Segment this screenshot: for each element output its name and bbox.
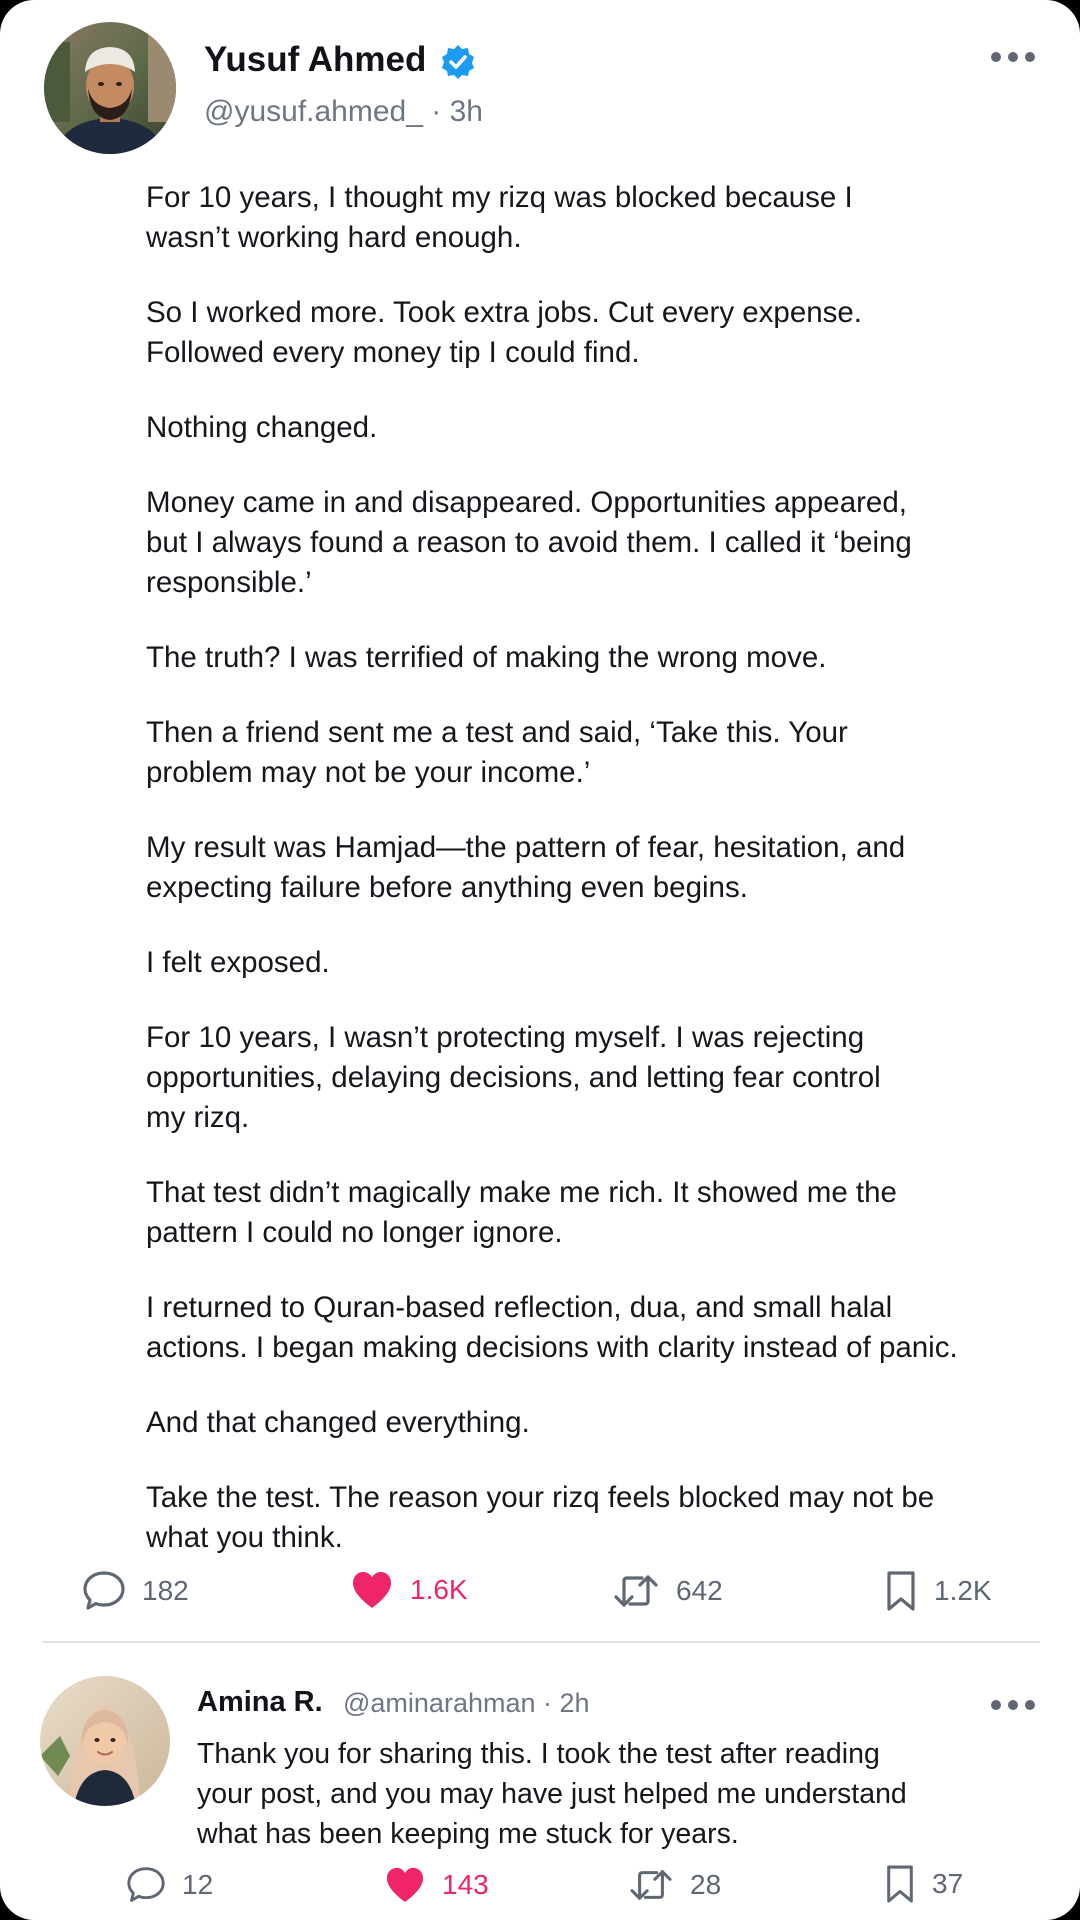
post-time[interactable]: 3h xyxy=(449,95,483,128)
more-dots-icon[interactable] xyxy=(990,1698,1036,1712)
reply-bookmark-count: 37 xyxy=(932,1868,964,1899)
separator-dot: · xyxy=(431,95,450,128)
heart-icon xyxy=(384,1866,426,1904)
post-paragraph: Then a friend sent me a test and said, ‘Take this. Your problem may not be your income.’ xyxy=(146,716,848,789)
heart-icon xyxy=(350,1570,394,1610)
verified-badge-icon xyxy=(440,44,476,80)
speech-bubble-icon xyxy=(82,1570,126,1612)
post-paragraph: Nothing changed. xyxy=(146,411,378,444)
reply-bookmark-button[interactable] xyxy=(884,1864,963,1904)
author-handle-line xyxy=(204,95,483,129)
author-name[interactable]: Yusuf Ahmed xyxy=(204,40,427,79)
post-paragraph: The truth? I was terrified of making the wrong move. xyxy=(146,641,827,674)
repost-count: 642 xyxy=(676,1575,723,1606)
reply-body xyxy=(197,1734,997,1854)
reply-repost-count: 28 xyxy=(690,1869,722,1900)
author-avatar[interactable] xyxy=(44,22,176,154)
post-paragraph: So I worked more. Took extra jobs. Cut every expense. Followed every money tip I could find. xyxy=(146,296,862,369)
post-paragraph: My result was Hamjad—the pattern of fear, hesitation, and expecting failure before anything even begins. xyxy=(146,831,906,904)
repost-button[interactable] xyxy=(612,1571,723,1611)
bookmark-count: 1.2K xyxy=(934,1575,992,1606)
reply-like-button[interactable] xyxy=(384,1866,489,1904)
repost-icon xyxy=(628,1866,674,1904)
reply-author-name[interactable]: Amina R. xyxy=(197,1686,323,1718)
post-paragraph: For 10 years, I thought my rizq was blocked because I wasn’t working hard enough. xyxy=(146,181,853,254)
bookmark-icon xyxy=(884,1570,918,1612)
reply-author-avatar[interactable] xyxy=(40,1676,170,1806)
post-paragraph: Take the test. The reason your rizq feels blocked may not be what you think. xyxy=(146,1481,935,1554)
reply-handle-line xyxy=(343,1688,590,1719)
post-paragraph: I returned to Quran-based reflection, dua, and small halal actions. I began making decisions with clarity instead of panic. xyxy=(146,1291,958,1364)
reply-repost-button[interactable] xyxy=(628,1866,721,1904)
author-handle[interactable]: @yusuf.ahmed_ xyxy=(204,95,423,128)
reply-like-count: 143 xyxy=(442,1869,489,1900)
repost-icon xyxy=(612,1571,660,1611)
post-body xyxy=(146,178,1026,1593)
separator-dot: · xyxy=(543,1688,560,1718)
reply-button[interactable] xyxy=(82,1570,189,1612)
bookmark-button[interactable] xyxy=(884,1570,992,1612)
reply-reply-button[interactable] xyxy=(126,1866,213,1904)
speech-bubble-icon xyxy=(126,1866,166,1904)
like-button[interactable] xyxy=(350,1570,468,1610)
post-paragraph: That test didn’t magically make me rich. It showed me the pattern I could no longer ignore. xyxy=(146,1176,897,1249)
reply-reply-count: 12 xyxy=(182,1869,214,1900)
reply-count: 182 xyxy=(142,1575,189,1606)
post-paragraph: Money came in and disappeared. Opportunities appeared, but I always found a reason to avoid them. I called it ‘being responsible.’ xyxy=(146,486,912,599)
more-dots-icon[interactable] xyxy=(990,50,1036,64)
reply-author-handle[interactable]: @aminarahman xyxy=(343,1688,536,1718)
post-paragraph: I felt exposed. xyxy=(146,946,330,979)
post-paragraph: For 10 years, I wasn’t protecting myself. I was rejecting opportunities, delaying decisions, and letting fear control my rizq. xyxy=(146,1021,881,1134)
reply-time[interactable]: 2h xyxy=(559,1688,590,1718)
like-count: 1.6K xyxy=(410,1574,468,1605)
reply-text: Thank you for sharing this. I took the test after reading your post, and you may have just helped me understand what has been keeping me stuck for years. xyxy=(197,1738,907,1850)
bookmark-icon xyxy=(884,1864,916,1904)
post-paragraph: And that changed everything. xyxy=(146,1406,530,1439)
divider xyxy=(42,1641,1040,1643)
